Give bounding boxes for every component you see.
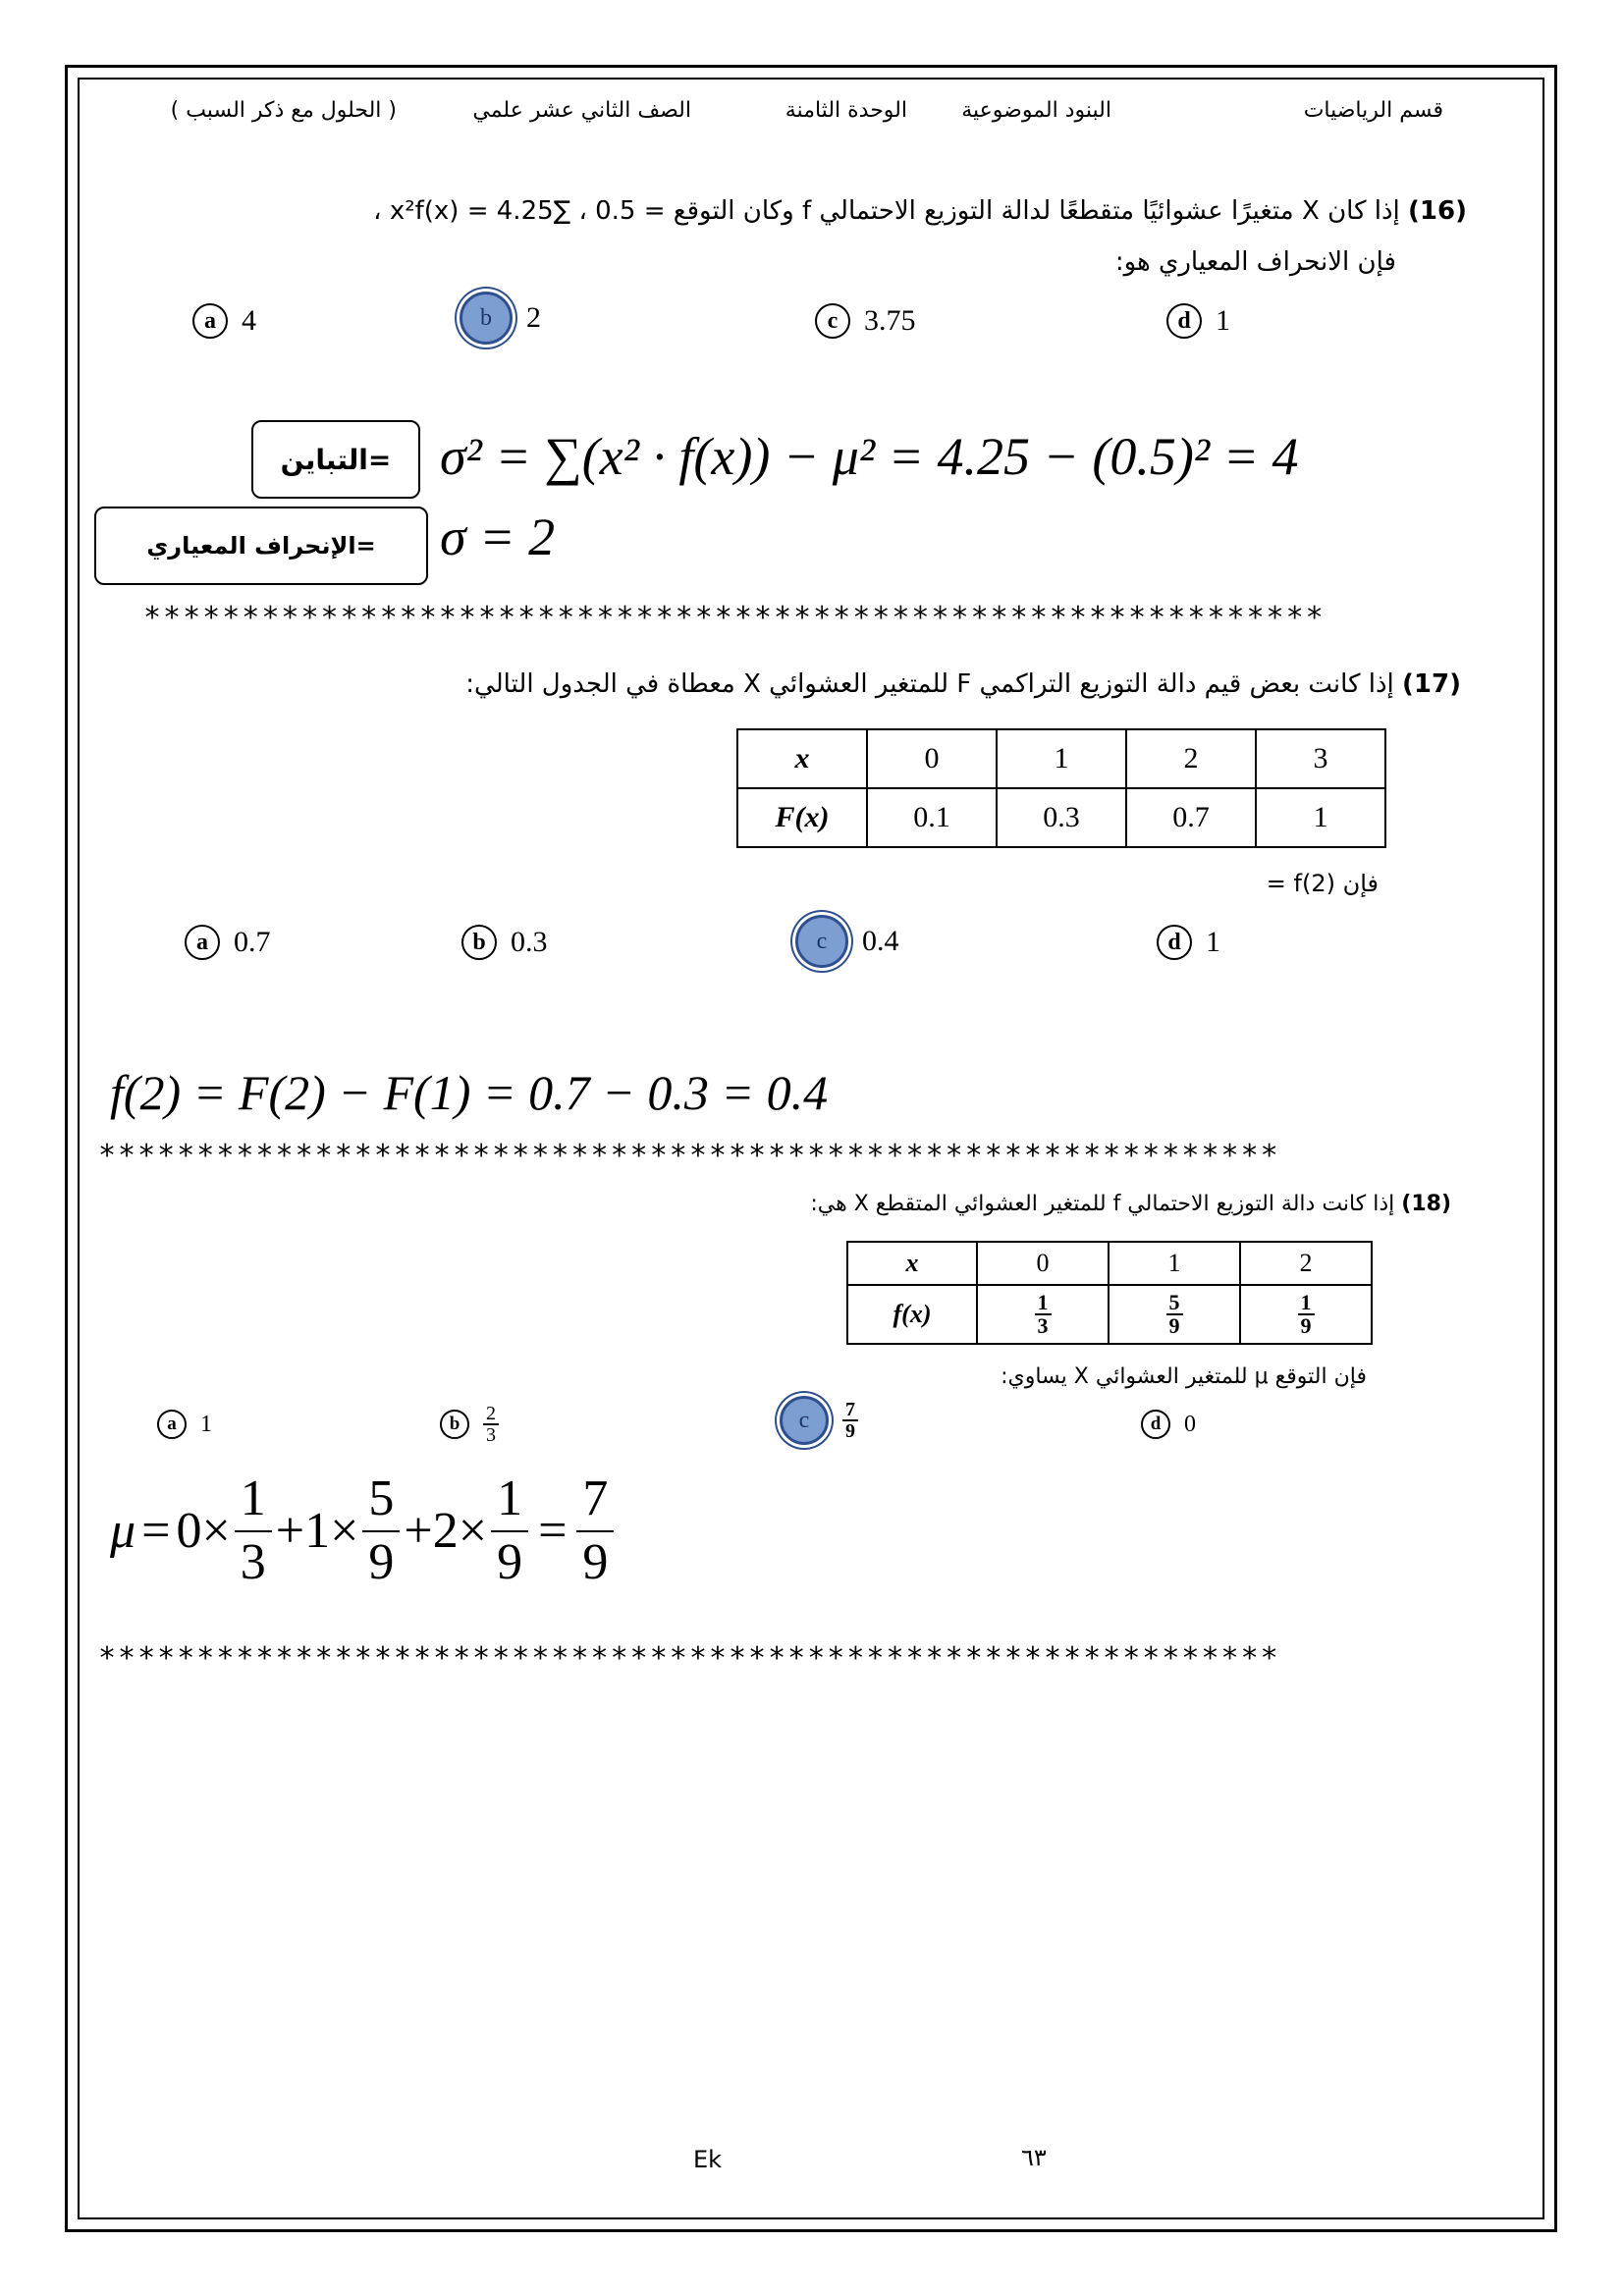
separator-1: ************************************************************ bbox=[143, 601, 1326, 635]
q16-line2: فإن الانحراف المعياري هو: bbox=[1114, 247, 1396, 277]
q17-solution: f(2) = F(2) − F(1) = 0.7 − 0.3 = 0.4 bbox=[110, 1065, 829, 1120]
variance-label-box: =التباين bbox=[251, 420, 420, 499]
equals-sign: = bbox=[538, 1503, 568, 1560]
fraction: $\frac{1}{3}$ bbox=[235, 1472, 272, 1589]
q16-option-b-selected[interactable] bbox=[460, 292, 541, 345]
q18-table-x-cell: 2 bbox=[1240, 1242, 1372, 1285]
option-letter-circle: d bbox=[1157, 925, 1192, 960]
option-value: 1 bbox=[1216, 304, 1230, 337]
q16-text: إذا كان X متغيرًا عشوائيًا متقطعًا لدالة التوزيع الاحتمالي f وكان التوقع = 0.5 ، ∑x²f(x) = 4.25 ، bbox=[373, 196, 1400, 226]
separator-3: ************************************************************ bbox=[98, 1641, 1280, 1676]
header-grade: الصف الثاني عشر علمي bbox=[472, 98, 691, 123]
q18-table-x-cell: 1 bbox=[1109, 1242, 1240, 1285]
term-coefficient: +2× bbox=[404, 1503, 488, 1560]
option-value: 1 bbox=[200, 1411, 212, 1437]
fraction: $\frac{1}{9}$ bbox=[491, 1472, 528, 1589]
page-number: ٦٣ bbox=[1021, 2144, 1047, 2171]
mu-symbol: μ bbox=[110, 1503, 136, 1560]
q18-option-b[interactable] bbox=[440, 1404, 499, 1445]
q17-table-x-cell: 1 bbox=[997, 729, 1126, 788]
q17-table-F-cell: 0.3 bbox=[997, 788, 1126, 847]
q18-table-x-cell: 0 bbox=[977, 1242, 1109, 1285]
q16-option-a[interactable] bbox=[192, 303, 256, 339]
fraction: $\frac{5}{9}$ bbox=[1166, 1292, 1183, 1337]
q17-table-x-cell: 2 bbox=[1126, 729, 1256, 788]
q18-table-row2-label: f(x) bbox=[847, 1285, 977, 1344]
q17-table-row1-label: x bbox=[737, 729, 867, 788]
option-letter-circle-selected: c bbox=[795, 915, 848, 968]
header-unit: الوحدة الثامنة bbox=[785, 98, 907, 123]
q18-table-row1-label: x bbox=[847, 1242, 977, 1285]
option-letter-circle: a bbox=[185, 925, 220, 960]
header-department: قسم الرياضيات bbox=[1303, 98, 1443, 123]
q18-line bbox=[810, 1192, 1451, 1216]
fraction-result: $\frac{7}{9}$ bbox=[576, 1472, 614, 1589]
option-value: 4 bbox=[242, 304, 256, 337]
q18-solution bbox=[110, 1472, 618, 1589]
q17-table-x-cell: 3 bbox=[1256, 729, 1385, 788]
option-letter-circle: a bbox=[157, 1410, 187, 1439]
option-value: 2 bbox=[526, 301, 541, 334]
q18-option-a[interactable] bbox=[157, 1410, 212, 1439]
q18-table-f-cell bbox=[1240, 1285, 1372, 1344]
q17-table-F-cell: 1 bbox=[1256, 788, 1385, 847]
option-value: 0 bbox=[1184, 1411, 1196, 1437]
option-value: 0.4 bbox=[862, 925, 899, 957]
q16-option-d[interactable] bbox=[1166, 303, 1230, 339]
q18-option-d[interactable] bbox=[1141, 1410, 1196, 1439]
fraction: $\frac{5}{9}$ bbox=[362, 1472, 400, 1589]
option-letter-circle-selected: c bbox=[780, 1396, 829, 1445]
q16-line1 bbox=[373, 196, 1467, 226]
q17-table-x-cell: 0 bbox=[867, 729, 997, 788]
option-value: 3.75 bbox=[864, 304, 916, 337]
q16-number: (16) bbox=[1408, 196, 1467, 226]
q17-number: (17) bbox=[1402, 669, 1461, 699]
header-solutions-note: ( الحلول مع ذكر السبب ) bbox=[170, 98, 397, 123]
variance-formula: σ² = ∑(x² · f(x)) − μ² = 4.25 − (0.5)² = 4 bbox=[440, 427, 1299, 486]
term-coefficient: 0× bbox=[176, 1503, 231, 1560]
option-fraction: $\frac{2}{3}$ bbox=[483, 1404, 499, 1445]
q17-prompt: فإن f(2) = bbox=[1266, 870, 1379, 897]
q18-table bbox=[846, 1241, 1373, 1345]
q17-option-b[interactable] bbox=[461, 925, 548, 960]
option-letter-circle: c bbox=[815, 303, 850, 339]
q18-table-f-cell bbox=[977, 1285, 1109, 1344]
option-letter-circle: b bbox=[440, 1410, 469, 1439]
q18-number: (18) bbox=[1401, 1192, 1451, 1216]
term-coefficient: +1× bbox=[275, 1503, 359, 1560]
option-letter-circle: d bbox=[1141, 1410, 1170, 1439]
q18-option-c-selected[interactable] bbox=[780, 1396, 858, 1445]
q17-table-F-cell: 0.1 bbox=[867, 788, 997, 847]
q18-text: إذا كانت دالة التوزيع الاحتمالي f للمتغير العشوائي المتقطع X هي: bbox=[810, 1192, 1395, 1216]
q18-table-f-cell bbox=[1109, 1285, 1240, 1344]
option-letter-circle: d bbox=[1166, 303, 1202, 339]
q17-option-c-selected[interactable] bbox=[795, 915, 899, 968]
option-letter-circle: a bbox=[192, 303, 228, 339]
fraction: $\frac{1}{9}$ bbox=[1298, 1292, 1315, 1337]
equals-sign: = bbox=[141, 1503, 171, 1560]
option-value: 0.7 bbox=[234, 926, 271, 958]
std-formula: σ = 2 bbox=[440, 507, 556, 566]
q17-text: إذا كانت بعض قيم دالة التوزيع التراكمي F للمتغير العشوائي X معطاة في الجدول التالي: bbox=[465, 669, 1394, 699]
q17-table-row2-label: F(x) bbox=[737, 788, 867, 847]
option-letter-circle-selected: b bbox=[460, 292, 513, 345]
option-fraction: $\frac{7}{9}$ bbox=[842, 1400, 858, 1441]
fraction: $\frac{1}{3}$ bbox=[1035, 1292, 1052, 1337]
q17-table bbox=[736, 728, 1386, 848]
q16-option-c[interactable] bbox=[815, 303, 916, 339]
q17-option-a[interactable] bbox=[185, 925, 271, 960]
option-value: 0.3 bbox=[511, 926, 548, 958]
q18-prompt: فإن التوقع μ للمتغير العشوائي X يساوي: bbox=[1001, 1364, 1367, 1389]
footer-left-text: Ek bbox=[693, 2146, 723, 2173]
q17-line bbox=[465, 669, 1461, 699]
option-value: 1 bbox=[1206, 926, 1220, 958]
q17-option-d[interactable] bbox=[1157, 925, 1220, 960]
separator-2: ************************************************************ bbox=[98, 1139, 1280, 1173]
std-label-box: =الإنحراف المعياري bbox=[94, 507, 428, 585]
q17-table-F-cell: 0.7 bbox=[1126, 788, 1256, 847]
header-items-type: البنود الموضوعية bbox=[961, 98, 1111, 123]
option-letter-circle: b bbox=[461, 925, 497, 960]
